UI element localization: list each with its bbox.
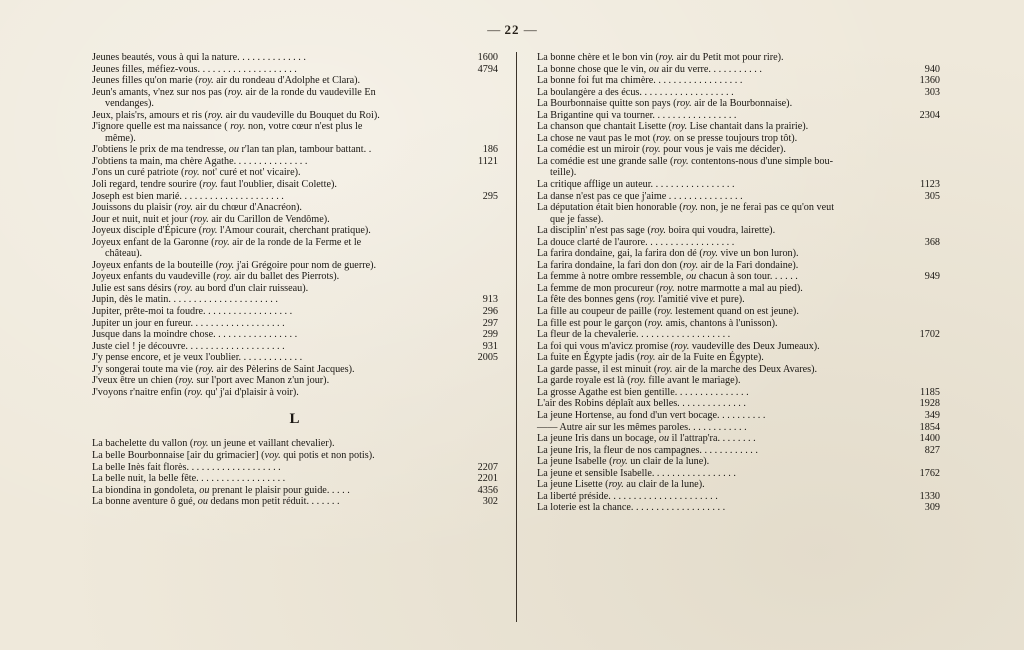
entry-title: La belle Bourbonnaise [air du grimacier] (voy. qui potis et non potis). bbox=[92, 449, 375, 461]
entry-title: Jeunes beautés, vous à qui la nature. . . . . . . . . . . . . . bbox=[92, 52, 306, 63]
entry-continuation: vendanges). bbox=[105, 98, 154, 110]
entry-page-number: 305 bbox=[924, 190, 940, 202]
entry-page-number: 940 bbox=[924, 63, 940, 75]
folio-suffix-dash: — bbox=[523, 22, 537, 37]
entry-title: J'veux être un chien (roy. sur l'port avec Manon z'un jour). bbox=[92, 375, 330, 387]
entry-title: La jeune Iris dans un bocage, ou il l'attrap'ra. . . . . . . . bbox=[537, 433, 756, 445]
entry-page-number: 1185 bbox=[920, 386, 940, 398]
entry-page-number: 1854 bbox=[919, 421, 940, 433]
entry-page-number: 295 bbox=[482, 190, 498, 202]
entry-title: La disciplin' n'est pas sage (roy. boira qui voudra, lairette). bbox=[537, 225, 776, 237]
index-entry bbox=[537, 179, 940, 191]
entry-title: J'obtiens le prix de ma tendresse, ou r'lan tan plan, tambour battant. . bbox=[92, 144, 372, 156]
entry-title: La Brigantine qui va tourner. . . . . . . . . . . . . . . . . bbox=[537, 109, 737, 121]
index-entry bbox=[92, 485, 498, 497]
entry-title: La comédie est un miroir (roy. pour vous je vais me décider). bbox=[537, 144, 786, 156]
index-entry bbox=[92, 473, 498, 485]
index-entry bbox=[537, 121, 940, 133]
entry-title: La boulangère a des écus. . . . . . . . . . . . . . . . . . . bbox=[537, 86, 734, 98]
index-entry bbox=[537, 456, 940, 468]
entry-title: J'y pense encore, et je veux l'oublier. . . . . . . . . . . . . bbox=[92, 352, 303, 364]
right-entry-list bbox=[537, 52, 940, 514]
entry-title: La farira dondaine, gai, la farira don dé (roy. vive un bon luron). bbox=[537, 248, 799, 260]
index-entry bbox=[537, 248, 940, 260]
entry-title: La garde passe, il est minuit (roy. air de la marche des Deux Avares). bbox=[537, 363, 818, 375]
index-entry bbox=[537, 341, 940, 353]
index-entry bbox=[92, 237, 498, 249]
entry-continuation: que je fasse). bbox=[550, 213, 604, 225]
index-entry bbox=[92, 144, 498, 156]
index-entry bbox=[537, 502, 940, 514]
entry-page-number: 368 bbox=[924, 236, 940, 248]
index-entry bbox=[537, 133, 940, 145]
right-column bbox=[516, 52, 940, 622]
entry-title: La fille au coupeur de paille (roy. lestement quand on est jeune). bbox=[537, 306, 799, 318]
index-entry bbox=[92, 438, 498, 450]
index-entry bbox=[537, 387, 940, 399]
entry-page-number: 949 bbox=[924, 271, 940, 283]
entry-title: La douce clarté de l'aurore. . . . . . . . . . . . . . . . . . bbox=[537, 236, 735, 248]
entry-title: Joyeux disciple d'Épicure (roy. l'Amour courait, cherchant pratique). bbox=[92, 225, 371, 237]
entry-title: La jeune Hortense, au fond d'un vert bocage. . . . . . . . . . bbox=[537, 409, 766, 421]
entry-page-number: 349 bbox=[924, 409, 940, 421]
index-entry bbox=[92, 329, 498, 341]
index-entry bbox=[92, 156, 498, 168]
section-letter-heading: L bbox=[289, 411, 301, 428]
index-entry bbox=[92, 462, 498, 474]
left-entry-list bbox=[92, 52, 498, 398]
entry-title: La garde royale est là (roy. fille avant le mariage). bbox=[537, 375, 741, 387]
index-entry bbox=[92, 179, 498, 191]
index-entry bbox=[537, 202, 940, 214]
entry-page-number: 931 bbox=[482, 340, 498, 352]
entry-title: La chanson que chantait Lisette (roy. Lise chantait dans la prairie). bbox=[537, 121, 809, 133]
entry-title: Jupiter, prête-moi ta foudre. . . . . . . . . . . . . . . . . . bbox=[92, 306, 293, 318]
index-entry bbox=[92, 167, 498, 179]
left-entry-list-after-heading bbox=[92, 438, 498, 507]
index-entry bbox=[92, 64, 498, 76]
entry-page-number: 1121 bbox=[478, 155, 498, 167]
entry-page-number: 1928 bbox=[919, 398, 940, 410]
entry-page-number: 2207 bbox=[477, 461, 498, 473]
entry-page-number: 299 bbox=[482, 329, 498, 341]
entry-title: La farira dondaine, la fari don don (roy. air de la Fari dondaine). bbox=[537, 259, 799, 271]
entry-title: J'voyons r'naitre enfin (roy. qu' j'ai d'plaisir à voir). bbox=[92, 386, 299, 398]
index-entry bbox=[537, 52, 940, 64]
index-entry bbox=[537, 260, 940, 272]
entry-page-number: 2304 bbox=[919, 109, 940, 121]
index-entry bbox=[92, 283, 498, 295]
index-entry bbox=[537, 422, 940, 434]
entry-page-number: 1762 bbox=[919, 467, 940, 479]
index-entry bbox=[537, 375, 940, 387]
entry-page-number: 1360 bbox=[919, 75, 940, 87]
folio-prefix-dash: — bbox=[487, 22, 501, 37]
entry-title: La jeune et sensible Isabelle. . . . . . . . . . . . . . . . . bbox=[537, 467, 736, 479]
entry-page-number: 296 bbox=[482, 306, 498, 318]
entry-title: La bonne foi fut ma chimère. . . . . . . . . . . . . . . . . . bbox=[537, 75, 743, 87]
left-column bbox=[92, 52, 516, 622]
entry-page-number: 302 bbox=[482, 496, 498, 508]
entry-title: La biondina in gondoleta, ou prenant le plaisir pour guide. . . . . bbox=[92, 484, 350, 496]
entry-title: La grosse Agathe est bien gentille. . . . . . . . . . . . . . . bbox=[537, 386, 749, 398]
entry-page-number: 2005 bbox=[477, 352, 498, 364]
index-entry bbox=[92, 121, 498, 133]
entry-title: La bonne aventure ô gué, ou dedans mon petit réduit. . . . . . . bbox=[92, 496, 340, 508]
page-folio bbox=[0, 0, 1024, 38]
entry-title: La fuite en Égypte jadis (roy. air de la Fuite en Égypte). bbox=[537, 352, 764, 364]
entry-title: La loterie est la chance. . . . . . . . . . . . . . . . . . . bbox=[537, 502, 726, 514]
entry-title: La belle Inès fait florès. . . . . . . . . . . . . . . . . . . bbox=[92, 461, 281, 473]
entry-title: Jeux, plais'rs, amours et ris (roy. air du vaudeville du Bouquet du Roi). bbox=[92, 109, 380, 121]
entry-title: Jeunes filles qu'on marie (roy. air du rondeau d'Adolphe et Clara). bbox=[92, 75, 361, 87]
index-entry bbox=[92, 110, 498, 122]
two-column-index bbox=[0, 52, 1024, 622]
entry-title: La jeune Isabelle (roy. un clair de la lune). bbox=[537, 456, 710, 468]
entry-title: Jouissons du plaisir (roy. air du chœur d'Anacréon). bbox=[92, 202, 302, 214]
entry-title: J'ons un curé patriote (roy. not' curé et not' vicaire). bbox=[92, 167, 301, 179]
entry-page-number: 186 bbox=[482, 144, 498, 156]
index-entry bbox=[537, 110, 940, 122]
entry-page-number: 309 bbox=[924, 502, 940, 514]
entry-title: Joli regard, tendre sourire (roy. faut l'oublier, disait Colette). bbox=[92, 179, 337, 191]
entry-title: Jeun's amants, v'nez sur nos pas (roy. air de la ronde du vaudeville En bbox=[92, 86, 376, 98]
entry-page-number: 1702 bbox=[919, 329, 940, 341]
index-entry bbox=[537, 75, 940, 87]
entry-title: J'y songerai toute ma vie (roy. air des Pèlerins de Saint Jacques). bbox=[92, 363, 355, 375]
index-entry bbox=[537, 445, 940, 457]
index-entry bbox=[537, 491, 940, 503]
entry-page-number: 1123 bbox=[920, 179, 940, 191]
index-entry bbox=[92, 202, 498, 214]
index-entry bbox=[92, 352, 498, 364]
entry-title: La liberté préside. . . . . . . . . . . . . . . . . . . . . . bbox=[537, 490, 718, 502]
index-entry bbox=[92, 364, 498, 376]
index-entry bbox=[92, 52, 498, 64]
entry-title: Joseph est bien marié. . . . . . . . . . . . . . . . . . . . . bbox=[92, 190, 284, 202]
entry-title: La belle nuit, la belle fête. . . . . . . . . . . . . . . . . . bbox=[92, 473, 286, 485]
entry-title: Jusque dans la moindre chose. . . . . . . . . . . . . . . . . bbox=[92, 329, 298, 341]
entry-title: La bonne chère et le bon vin (roy. air du Petit mot pour rire). bbox=[537, 52, 784, 63]
index-entry bbox=[92, 318, 498, 330]
index-entry bbox=[92, 271, 498, 283]
entry-title: J'obtiens ta main, ma chère Agathe. . . . . . . . . . . . . . . bbox=[92, 155, 308, 167]
index-entry bbox=[537, 271, 940, 283]
index-entry bbox=[537, 306, 940, 318]
entry-title: La Bourbonnaise quitte son pays (roy. air de la Bourbonnaise). bbox=[537, 98, 793, 110]
entry-page-number: 2201 bbox=[477, 473, 498, 485]
entry-continuation: même). bbox=[105, 132, 136, 144]
entry-page-number: 827 bbox=[924, 444, 940, 456]
index-entry bbox=[537, 364, 940, 376]
entry-title: —— Autre air sur les mêmes paroles. . . . . . . . . . . . bbox=[537, 421, 747, 433]
index-entry bbox=[537, 225, 940, 237]
entry-page-number: 1330 bbox=[919, 490, 940, 502]
entry-page-number: 4794 bbox=[477, 63, 498, 75]
entry-title: La chose ne vaut pas le mot (roy. on se presse toujours trop tôt). bbox=[537, 132, 798, 144]
entry-continuation: teille). bbox=[550, 167, 577, 179]
entry-title: Jeunes filles, méfiez-vous. . . . . . . . . . . . . . . . . . . . bbox=[92, 63, 297, 75]
folio-number: 22 bbox=[504, 22, 520, 37]
index-entry bbox=[537, 144, 940, 156]
index-entry bbox=[92, 191, 498, 203]
entry-title: Joyeux enfants du vaudeville (roy. air du ballet des Pierrots). bbox=[92, 271, 340, 283]
index-entry bbox=[537, 433, 940, 445]
entry-title: La critique afflige un auteur. . . . . . . . . . . . . . . . . bbox=[537, 179, 735, 191]
entry-page-number: 297 bbox=[482, 317, 498, 329]
index-entry bbox=[92, 306, 498, 318]
index-entry bbox=[92, 294, 498, 306]
entry-title: La fille est pour le garçon (roy. amis, chantons à l'unisson). bbox=[537, 317, 778, 329]
index-entry bbox=[537, 87, 940, 99]
entry-title: La jeune Lisette (roy. au clair de la lune). bbox=[537, 479, 705, 491]
index-entry bbox=[92, 214, 498, 226]
index-entry bbox=[92, 496, 498, 508]
entry-title: L'air des Robins déplaît aux belles. . . . . . . . . . . . . . bbox=[537, 398, 746, 410]
entry-page-number: 4356 bbox=[477, 484, 498, 496]
entry-title: J'ignore quelle est ma naissance ( roy. non, votre cœur n'est plus le bbox=[92, 121, 363, 133]
entry-title: La jeune Iris, la fleur de nos campagnes. . . . . . . . . . . . bbox=[537, 444, 758, 456]
entry-page-number: 913 bbox=[482, 294, 498, 306]
entry-title: La députation était bien honorable (roy. non, je ne ferai pas ce qu'on veut bbox=[537, 202, 835, 214]
index-entry bbox=[537, 468, 940, 480]
entry-title: La femme à notre ombre ressemble, ou chacun à son tour. . . . . . bbox=[537, 271, 798, 283]
index-entry bbox=[92, 341, 498, 353]
entry-page-number: 303 bbox=[924, 86, 940, 98]
index-entry bbox=[537, 318, 940, 330]
index-entry bbox=[537, 479, 940, 491]
index-entry bbox=[537, 237, 940, 249]
index-entry bbox=[537, 398, 940, 410]
index-entry bbox=[537, 329, 940, 341]
entry-title: La danse n'est pas ce que j'aime . . . . . . . . . . . . . . . bbox=[537, 190, 743, 202]
entry-page-number: 1600 bbox=[477, 52, 498, 63]
index-entry bbox=[537, 191, 940, 203]
index-entry bbox=[92, 375, 498, 387]
entry-continuation: château). bbox=[105, 248, 143, 260]
entry-title: La foi qui vous m'avicz promise (roy. vaudeville des Deux Jumeaux). bbox=[537, 340, 820, 352]
index-entry bbox=[537, 294, 940, 306]
entry-title: Julie est sans désirs (roy. au bord d'un clair ruisseau). bbox=[92, 282, 309, 294]
index-entry bbox=[92, 75, 498, 87]
index-entry bbox=[537, 98, 940, 110]
index-entry bbox=[92, 260, 498, 272]
index-entry bbox=[92, 87, 498, 99]
index-entry bbox=[92, 387, 498, 399]
entry-title: La fête des bonnes gens (roy. l'amitié vive et pure). bbox=[537, 294, 745, 306]
entry-title: La bonne chose que le vin, ou air du verre. . . . . . . . . . . bbox=[537, 63, 762, 75]
index-entry bbox=[92, 225, 498, 237]
index-entry bbox=[537, 64, 940, 76]
index-entry bbox=[537, 352, 940, 364]
entry-title: La comédie est une grande salle (roy. contentons-nous d'une simple bou- bbox=[537, 155, 833, 167]
index-entry bbox=[92, 450, 498, 462]
entry-title: La fleur de la chevalerie. . . . . . . . . . . . . . . . . . . bbox=[537, 329, 731, 341]
entry-title: Juste ciel ! je découvre. . . . . . . . . . . . . . . . . . . . bbox=[92, 340, 285, 352]
index-entry bbox=[537, 283, 940, 295]
entry-title: Jupin, dès le matin. . . . . . . . . . . . . . . . . . . . . . bbox=[92, 294, 278, 306]
entry-title: Joyeux enfant de la Garonne (roy. air de la ronde de la Ferme et le bbox=[92, 236, 362, 248]
index-entry bbox=[537, 410, 940, 422]
index-entry bbox=[537, 156, 940, 168]
entry-title: Jour et nuit, nuit et jour (roy. air du Carillon de Vendôme). bbox=[92, 213, 330, 225]
entry-title: Joyeux enfants de la bouteille (roy. j'ai Grégoire pour nom de guerre). bbox=[92, 259, 377, 271]
entry-page-number: 1400 bbox=[919, 433, 940, 445]
entry-title: La bachelette du vallon (roy. un jeune et vaillant chevalier). bbox=[92, 438, 335, 450]
entry-title: Jupiter un jour en fureur. . . . . . . . . . . . . . . . . . . bbox=[92, 317, 285, 329]
entry-title: La femme de mon procureur (roy. notre marmotte a mal au pied). bbox=[537, 282, 803, 294]
